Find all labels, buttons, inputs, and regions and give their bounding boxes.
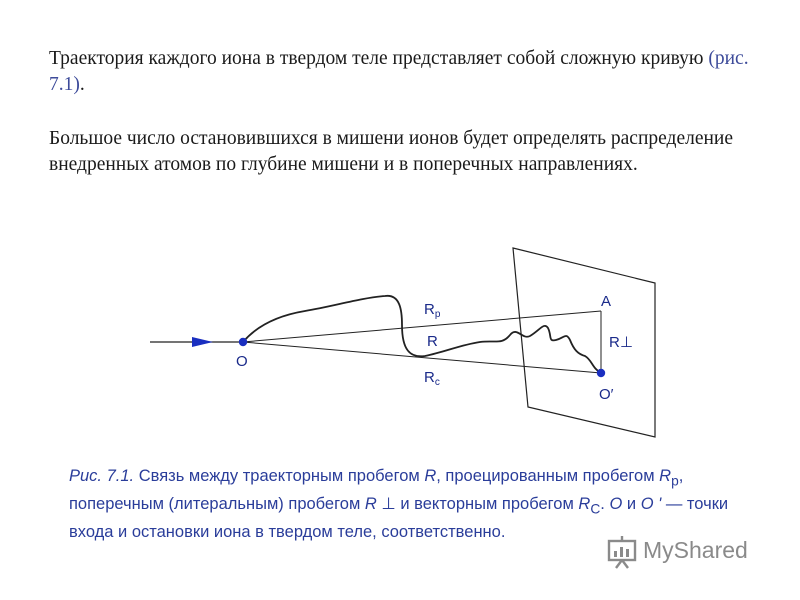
caption-text-2: , проецированным пробегом xyxy=(436,467,660,485)
label-rp-sub: p xyxy=(434,309,441,320)
label-rp-main: R xyxy=(424,301,435,318)
watermark-logo-icon xyxy=(607,534,641,570)
target-plane xyxy=(513,248,655,437)
label-a: A xyxy=(601,293,612,310)
caption-rp-sub: p xyxy=(671,473,679,489)
vector-range-line xyxy=(243,342,601,373)
caption-text-5: . xyxy=(600,494,610,513)
caption-rp: R xyxy=(659,467,672,485)
label-rp xyxy=(424,301,441,320)
caption-rc-sub: C xyxy=(590,501,601,517)
caption-text-6: и xyxy=(622,494,641,513)
caption-lead: Рис. 7.1. xyxy=(69,467,135,485)
label-r-perp: R⊥ xyxy=(609,334,633,351)
caption-o: O xyxy=(609,494,623,513)
label-o-prime: O′ xyxy=(599,386,614,403)
ion-trajectory-curve xyxy=(243,296,601,373)
entry-point-o xyxy=(239,338,247,346)
caption-r-perp: R ⊥ xyxy=(364,494,396,513)
caption-text-7: — точки входа и остановки иона в твердом теле, соответственно. xyxy=(69,494,729,541)
incident-arrow-icon xyxy=(192,337,213,347)
caption-r: R xyxy=(424,467,437,485)
label-r: R xyxy=(427,333,438,350)
caption-text-3: , поперечным (литеральным) пробегом xyxy=(69,467,684,513)
paragraph-trajectory-end: . xyxy=(79,74,85,95)
label-rc-main: R xyxy=(424,369,435,386)
label-rc xyxy=(424,369,440,388)
caption-o-prime: O ' xyxy=(640,494,662,513)
caption-text-4: и векторным пробегом xyxy=(395,494,579,513)
caption-rc: R xyxy=(578,494,591,513)
label-rc-sub: c xyxy=(434,377,440,388)
stop-point-o-prime xyxy=(597,369,605,377)
paragraph-distribution: Большое число остановившихся в мишени ионов будет определять распределение внедренных атомов по глубине мишени и в поперечных направлениях. xyxy=(49,128,734,175)
caption-text-1: Связь между траекторным пробегом xyxy=(134,467,425,485)
figure-reference-link[interactable]: (рис. 7.1) xyxy=(49,48,749,95)
paragraph-trajectory-text: Траектория каждого иона в твердом теле представляет собой сложную кривую xyxy=(49,48,709,69)
watermark-text: MyShared xyxy=(643,537,748,563)
myshared-watermark xyxy=(607,534,767,574)
figure-caption xyxy=(69,465,759,544)
label-o: O xyxy=(236,353,248,370)
